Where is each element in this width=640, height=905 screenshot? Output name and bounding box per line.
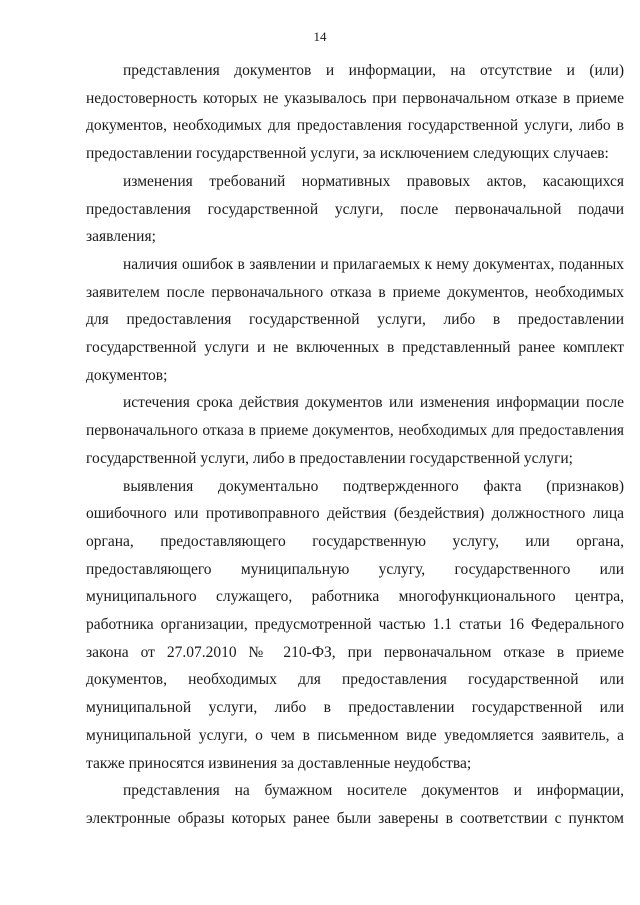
- paragraph-regulation-change: изменения требований нормативных правовых актов, касающихся предоставления государственной услуги, после первоначальной подачи заявления;: [86, 172, 624, 246]
- paragraph-paper-documents: представления на бумажном носителе документов и информации, электронные образы которых ранее были заверены в соответствии с пунктом: [86, 782, 624, 827]
- document-body: [86, 57, 624, 833]
- page-number: 14: [313, 29, 327, 44]
- paragraph-document-expiry: истечения срока действия документов или изменения информации после первоначального отказа в приеме документов, необходимых для предоставления государственной услуги, либо в предоставлении государственной услуги;: [86, 394, 624, 467]
- paragraph-official-misconduct: выявления документально подтвержденного факта (признаков) ошибочного или противоправного действия (бездействия) должностного лица органа, предоставляющего государственную услугу, или органа, предоставляющего муниципальную услугу, государственного или муниципального служащего, работника многофункционального центра, работника организации, предусмотренной частью 1.1 статьи 16 Федерального закона от 27.07.2010 № 210-ФЗ, при первоначальном отказе в приеме документов, необходимых для предоставления государственной или муниципальной услуги, либо в предоставлении государственной или муниципальной услуги, о чем в письменном виде уведомляется заявитель, а также приносятся извинения за доставленные неудобства;: [86, 477, 624, 772]
- paragraph-application-errors: наличия ошибок в заявлении и прилагаемых к нему документах, поданных заявителем после первоначального отказа в приеме документов, необходимых для предоставления государственной услуги, либо в предоставлении государственной услуги и не включенных в представленный ранее комплект документов;: [86, 255, 624, 384]
- paragraph-documents-absence: представления документов и информации, на отсутствие и (или) недостоверность которых не указывалось при первоначальном отказе в приеме документов, необходимых для предоставления государственной услуги, либо в предоставлении государственной услуги, за исключением следующих случаев:: [86, 62, 624, 163]
